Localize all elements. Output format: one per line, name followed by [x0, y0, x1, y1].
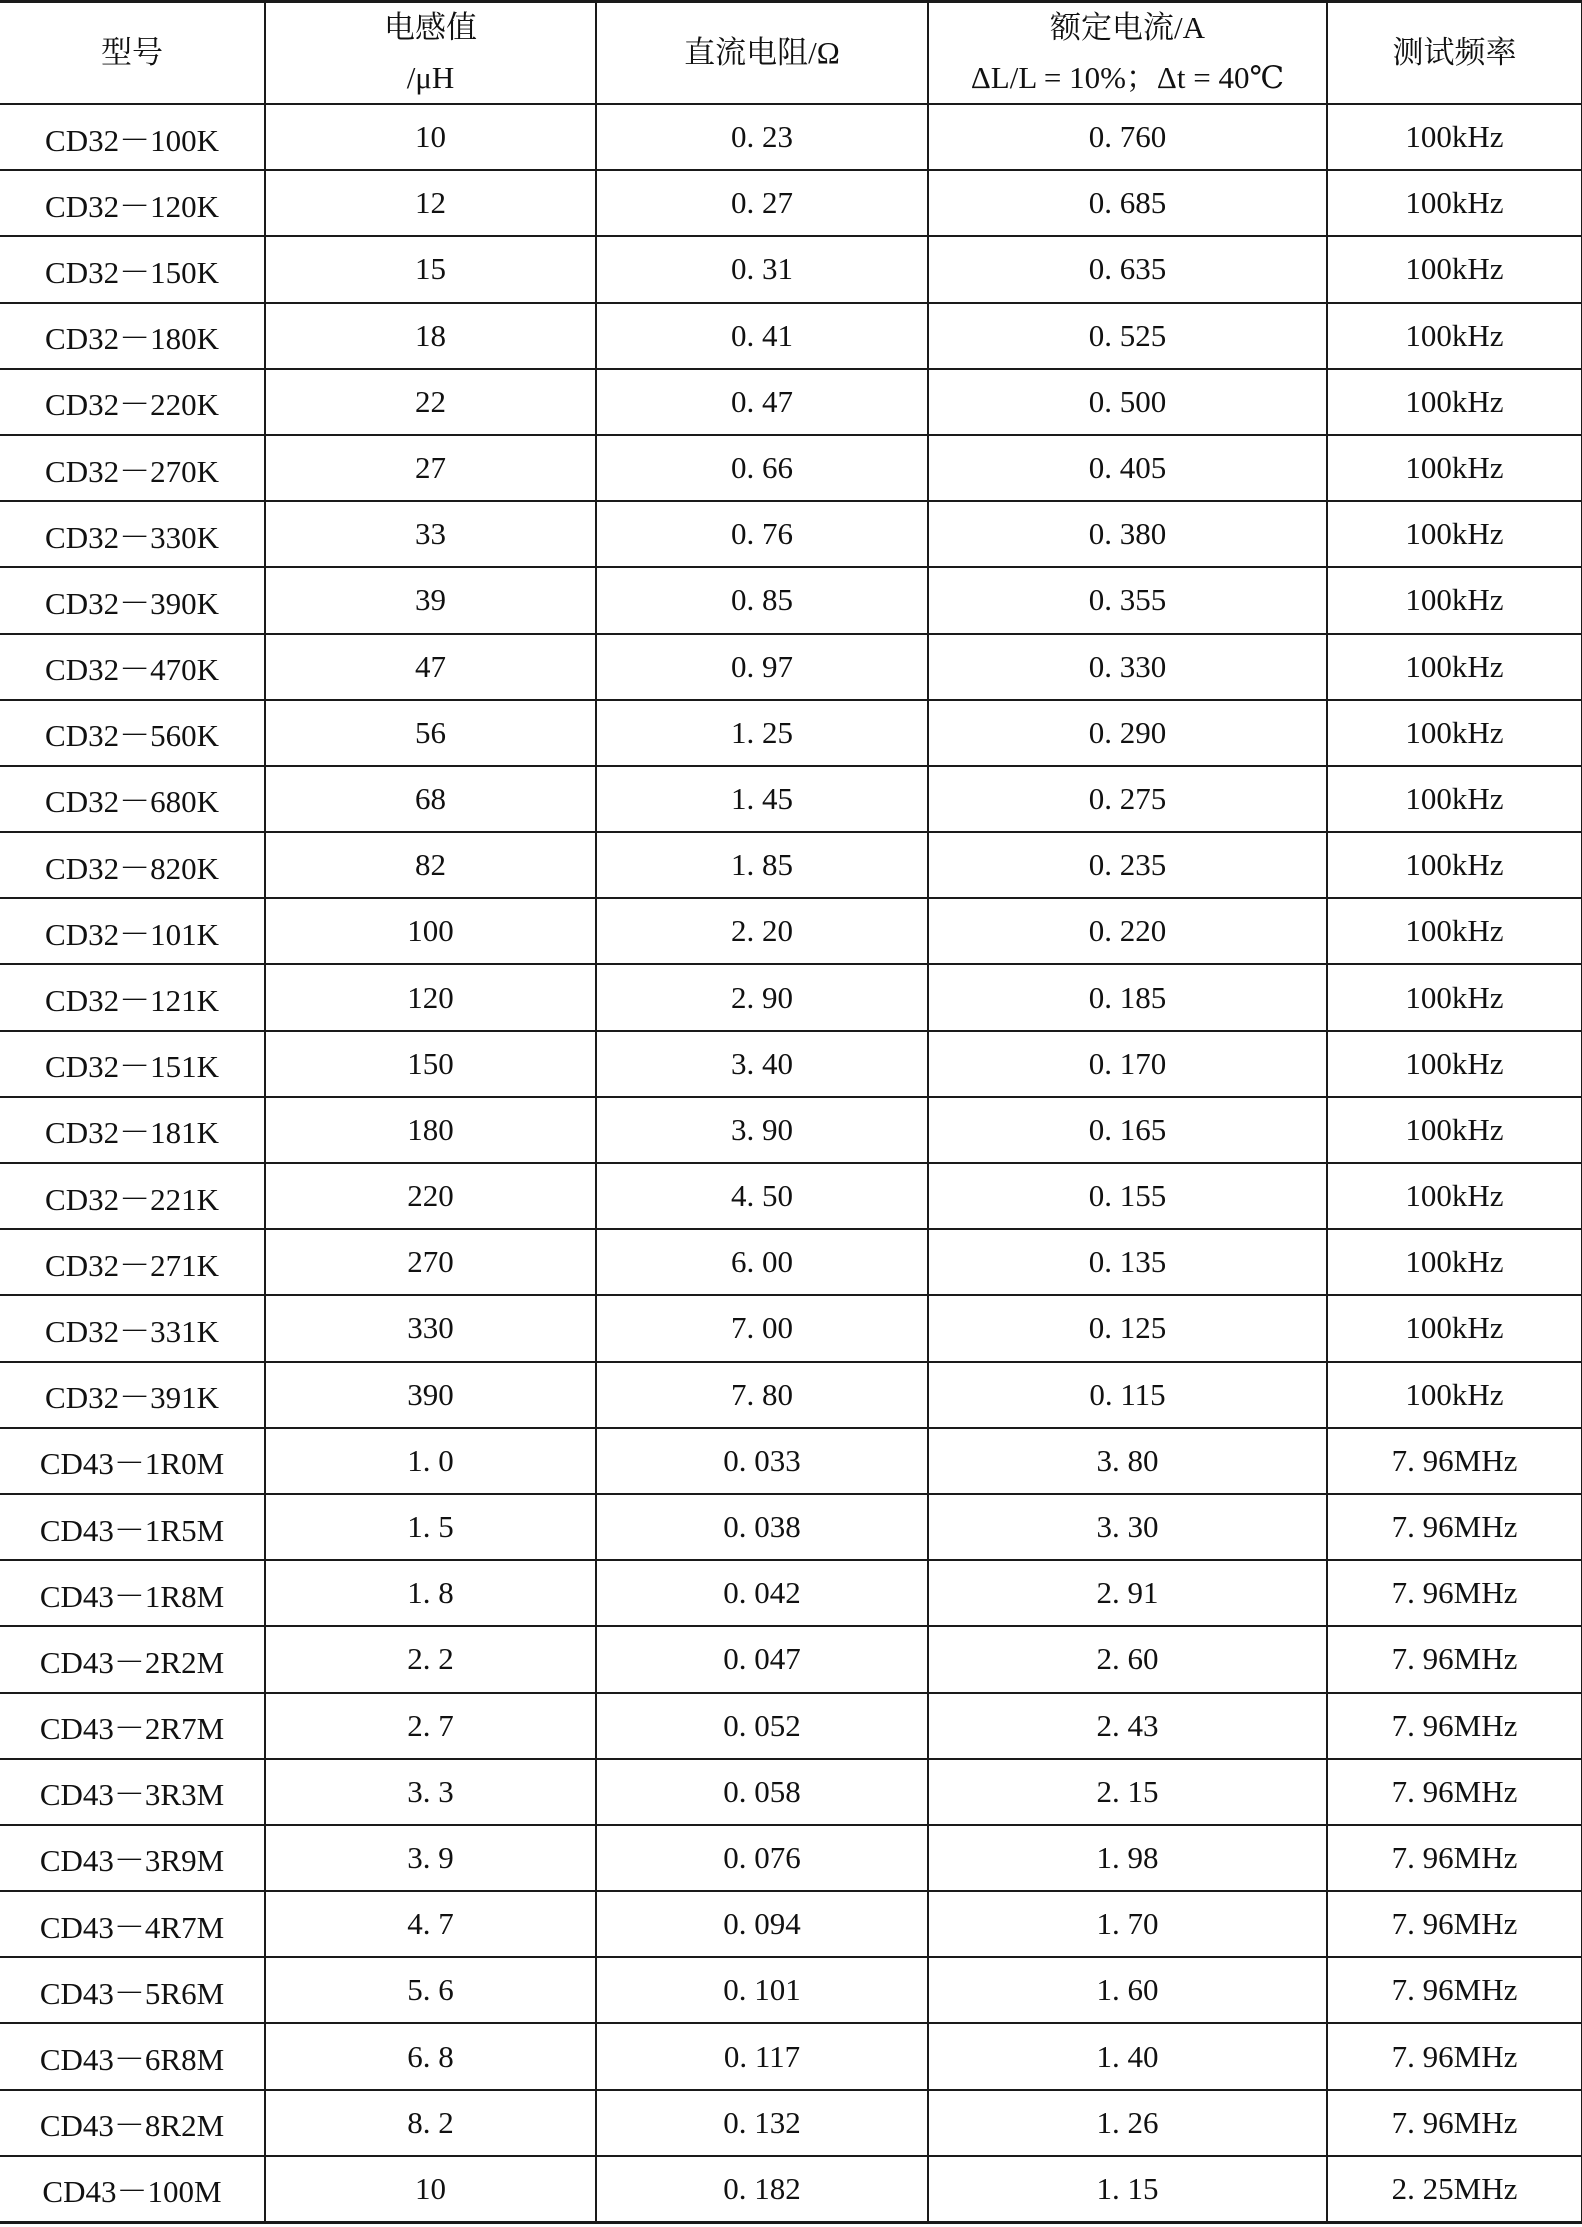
cell-inductance: 10	[265, 104, 596, 170]
cell-rated-current: 2. 91	[928, 1560, 1327, 1626]
cell-dc-resistance: 0. 101	[596, 1957, 928, 2023]
cell-rated-current: 1. 40	[928, 2023, 1327, 2089]
cell-inductance: 27	[265, 435, 596, 501]
cell-rated-current: 3. 30	[928, 1494, 1327, 1560]
cell-inductance: 1. 0	[265, 1428, 596, 1494]
cell-model: CD32－150K	[0, 236, 265, 302]
cell-inductance: 12	[265, 170, 596, 236]
cell-model: CD32－330K	[0, 501, 265, 567]
cell-dc-resistance: 0. 033	[596, 1428, 928, 1494]
header-rated-current	[928, 2, 1327, 105]
table-row	[0, 1229, 1582, 1295]
cell-dc-resistance: 0. 042	[596, 1560, 928, 1626]
table-row	[0, 501, 1582, 567]
cell-test-frequency: 100kHz	[1327, 634, 1582, 700]
cell-dc-resistance: 0. 85	[596, 567, 928, 633]
table-row	[0, 1428, 1582, 1494]
cell-dc-resistance: 0. 66	[596, 435, 928, 501]
cell-inductance: 10	[265, 2156, 596, 2222]
cell-dc-resistance: 0. 182	[596, 2156, 928, 2222]
cell-model: CD32－271K	[0, 1229, 265, 1295]
cell-inductance: 8. 2	[265, 2090, 596, 2156]
cell-test-frequency: 100kHz	[1327, 1362, 1582, 1428]
cell-dc-resistance: 3. 90	[596, 1097, 928, 1163]
cell-test-frequency: 7. 96MHz	[1327, 1825, 1582, 1891]
cell-inductance: 120	[265, 964, 596, 1030]
cell-rated-current: 0. 170	[928, 1031, 1327, 1097]
header-rated-current-line1: 额定电流/A	[1050, 10, 1205, 45]
cell-model: CD32－180K	[0, 303, 265, 369]
cell-model: CD43－3R3M	[0, 1759, 265, 1825]
cell-rated-current: 1. 60	[928, 1957, 1327, 2023]
cell-dc-resistance: 0. 31	[596, 236, 928, 302]
table-row	[0, 2023, 1582, 2089]
cell-model: CD32－680K	[0, 766, 265, 832]
table-row	[0, 170, 1582, 236]
cell-dc-resistance: 0. 047	[596, 1626, 928, 1692]
table-row	[0, 1891, 1582, 1957]
cell-test-frequency: 7. 96MHz	[1327, 1693, 1582, 1759]
header-dc-resistance	[596, 2, 928, 105]
header-model	[0, 2, 265, 105]
table-row	[0, 369, 1582, 435]
table-row	[0, 303, 1582, 369]
cell-dc-resistance: 2. 90	[596, 964, 928, 1030]
table-row	[0, 2090, 1582, 2156]
cell-rated-current: 2. 43	[928, 1693, 1327, 1759]
cell-test-frequency: 100kHz	[1327, 1229, 1582, 1295]
cell-rated-current: 0. 125	[928, 1295, 1327, 1361]
cell-test-frequency: 100kHz	[1327, 1031, 1582, 1097]
cell-rated-current: 0. 155	[928, 1163, 1327, 1229]
cell-inductance: 47	[265, 634, 596, 700]
table-row	[0, 1031, 1582, 1097]
cell-rated-current: 1. 15	[928, 2156, 1327, 2222]
cell-inductance: 220	[265, 1163, 596, 1229]
cell-model: CD32－221K	[0, 1163, 265, 1229]
cell-test-frequency: 7. 96MHz	[1327, 1494, 1582, 1560]
table-row	[0, 1097, 1582, 1163]
cell-test-frequency: 100kHz	[1327, 369, 1582, 435]
cell-test-frequency: 100kHz	[1327, 1163, 1582, 1229]
cell-model: CD32－391K	[0, 1362, 265, 1428]
table-row	[0, 104, 1582, 170]
table-row	[0, 1494, 1582, 1560]
cell-test-frequency: 100kHz	[1327, 964, 1582, 1030]
cell-rated-current: 0. 380	[928, 501, 1327, 567]
cell-rated-current: 1. 70	[928, 1891, 1327, 1957]
cell-model: CD43－5R6M	[0, 1957, 265, 2023]
cell-model: CD43－2R7M	[0, 1693, 265, 1759]
header-inductance	[265, 2, 596, 105]
cell-dc-resistance: 6. 00	[596, 1229, 928, 1295]
cell-inductance: 68	[265, 766, 596, 832]
cell-inductance: 22	[265, 369, 596, 435]
table-row	[0, 435, 1582, 501]
cell-model: CD32－101K	[0, 898, 265, 964]
cell-dc-resistance: 0. 076	[596, 1825, 928, 1891]
cell-inductance: 4. 7	[265, 1891, 596, 1957]
cell-rated-current: 0. 405	[928, 435, 1327, 501]
cell-dc-resistance: 0. 094	[596, 1891, 928, 1957]
cell-test-frequency: 7. 96MHz	[1327, 1759, 1582, 1825]
cell-test-frequency: 100kHz	[1327, 1295, 1582, 1361]
cell-rated-current: 0. 685	[928, 170, 1327, 236]
cell-model: CD32－390K	[0, 567, 265, 633]
header-test-frequency-label: 测试频率	[1392, 35, 1517, 70]
cell-inductance: 1. 8	[265, 1560, 596, 1626]
cell-inductance: 33	[265, 501, 596, 567]
cell-dc-resistance: 1. 45	[596, 766, 928, 832]
cell-model: CD32－100K	[0, 104, 265, 170]
cell-dc-resistance: 0. 058	[596, 1759, 928, 1825]
cell-model: CD43－2R2M	[0, 1626, 265, 1692]
cell-model: CD43－1R0M	[0, 1428, 265, 1494]
cell-dc-resistance: 0. 41	[596, 303, 928, 369]
cell-rated-current: 0. 500	[928, 369, 1327, 435]
cell-rated-current: 0. 525	[928, 303, 1327, 369]
cell-test-frequency: 7. 96MHz	[1327, 1428, 1582, 1494]
cell-inductance: 3. 9	[265, 1825, 596, 1891]
cell-rated-current: 0. 355	[928, 567, 1327, 633]
cell-inductance: 82	[265, 832, 596, 898]
cell-inductance: 270	[265, 1229, 596, 1295]
cell-dc-resistance: 0. 038	[596, 1494, 928, 1560]
cell-model: CD43－6R8M	[0, 2023, 265, 2089]
table-row	[0, 1560, 1582, 1626]
cell-dc-resistance: 2. 20	[596, 898, 928, 964]
cell-rated-current: 0. 135	[928, 1229, 1327, 1295]
cell-model: CD43－1R5M	[0, 1494, 265, 1560]
cell-inductance: 100	[265, 898, 596, 964]
table-row	[0, 1295, 1582, 1361]
cell-dc-resistance: 0. 132	[596, 2090, 928, 2156]
cell-model: CD32－181K	[0, 1097, 265, 1163]
cell-rated-current: 0. 330	[928, 634, 1327, 700]
cell-rated-current: 0. 760	[928, 104, 1327, 170]
cell-dc-resistance: 0. 47	[596, 369, 928, 435]
table-row	[0, 236, 1582, 302]
cell-inductance: 180	[265, 1097, 596, 1163]
table-row	[0, 700, 1582, 766]
cell-test-frequency: 7. 96MHz	[1327, 2090, 1582, 2156]
cell-test-frequency: 7. 96MHz	[1327, 1560, 1582, 1626]
cell-test-frequency: 100kHz	[1327, 303, 1582, 369]
cell-test-frequency: 100kHz	[1327, 170, 1582, 236]
cell-test-frequency: 100kHz	[1327, 501, 1582, 567]
cell-rated-current: 0. 290	[928, 700, 1327, 766]
cell-inductance: 56	[265, 700, 596, 766]
cell-dc-resistance: 0. 052	[596, 1693, 928, 1759]
cell-test-frequency: 100kHz	[1327, 700, 1582, 766]
cell-test-frequency: 100kHz	[1327, 766, 1582, 832]
cell-test-frequency: 100kHz	[1327, 832, 1582, 898]
cell-rated-current: 3. 80	[928, 1428, 1327, 1494]
cell-model: CD43－1R8M	[0, 1560, 265, 1626]
table-row	[0, 1759, 1582, 1825]
cell-rated-current: 2. 15	[928, 1759, 1327, 1825]
cell-model: CD32－820K	[0, 832, 265, 898]
table-row	[0, 634, 1582, 700]
cell-dc-resistance: 0. 76	[596, 501, 928, 567]
header-model-label: 型号	[101, 35, 163, 70]
cell-model: CD43－8R2M	[0, 2090, 265, 2156]
cell-rated-current: 0. 115	[928, 1362, 1327, 1428]
cell-model: CD32－220K	[0, 369, 265, 435]
cell-rated-current: 0. 275	[928, 766, 1327, 832]
table-header	[0, 2, 1582, 105]
cell-rated-current: 0. 165	[928, 1097, 1327, 1163]
table-row	[0, 567, 1582, 633]
cell-model: CD32－470K	[0, 634, 265, 700]
cell-rated-current: 0. 235	[928, 832, 1327, 898]
cell-inductance: 330	[265, 1295, 596, 1361]
cell-inductance: 1. 5	[265, 1494, 596, 1560]
cell-inductance: 2. 7	[265, 1693, 596, 1759]
cell-rated-current: 0. 185	[928, 964, 1327, 1030]
cell-rated-current: 1. 98	[928, 1825, 1327, 1891]
table-row	[0, 1693, 1582, 1759]
header-inductance-line2: /μH	[406, 60, 455, 95]
table-body	[0, 104, 1582, 2222]
table-row	[0, 832, 1582, 898]
cell-test-frequency: 7. 96MHz	[1327, 1626, 1582, 1692]
cell-dc-resistance: 1. 25	[596, 700, 928, 766]
cell-test-frequency: 100kHz	[1327, 435, 1582, 501]
cell-test-frequency: 2. 25MHz	[1327, 2156, 1582, 2222]
cell-model: CD32－121K	[0, 964, 265, 1030]
cell-model: CD43－3R9M	[0, 1825, 265, 1891]
cell-rated-current: 0. 220	[928, 898, 1327, 964]
cell-test-frequency: 7. 96MHz	[1327, 1957, 1582, 2023]
cell-inductance: 3. 3	[265, 1759, 596, 1825]
cell-test-frequency: 100kHz	[1327, 104, 1582, 170]
cell-test-frequency: 100kHz	[1327, 567, 1582, 633]
cell-model: CD43－100M	[0, 2156, 265, 2222]
cell-inductance: 15	[265, 236, 596, 302]
cell-dc-resistance: 0. 23	[596, 104, 928, 170]
cell-test-frequency: 7. 96MHz	[1327, 2023, 1582, 2089]
table-row	[0, 1626, 1582, 1692]
cell-dc-resistance: 7. 00	[596, 1295, 928, 1361]
cell-rated-current: 2. 60	[928, 1626, 1327, 1692]
header-inductance-line1: 电感值	[384, 10, 477, 45]
cell-rated-current: 1. 26	[928, 2090, 1327, 2156]
cell-dc-resistance: 0. 97	[596, 634, 928, 700]
cell-inductance: 18	[265, 303, 596, 369]
cell-model: CD32－151K	[0, 1031, 265, 1097]
cell-test-frequency: 100kHz	[1327, 898, 1582, 964]
cell-dc-resistance: 0. 27	[596, 170, 928, 236]
cell-model: CD32－270K	[0, 435, 265, 501]
table-row	[0, 1163, 1582, 1229]
cell-inductance: 39	[265, 567, 596, 633]
cell-inductance: 6. 8	[265, 2023, 596, 2089]
cell-dc-resistance: 3. 40	[596, 1031, 928, 1097]
cell-model: CD32－120K	[0, 170, 265, 236]
header-dc-resistance-label: 直流电阻/Ω	[684, 35, 840, 70]
cell-inductance: 5. 6	[265, 1957, 596, 2023]
table-row	[0, 898, 1582, 964]
table-row	[0, 1362, 1582, 1428]
cell-inductance: 150	[265, 1031, 596, 1097]
header-row	[0, 2, 1582, 105]
header-rated-current-line2: ΔL/L = 10%；Δt = 40℃	[970, 60, 1285, 95]
table-row	[0, 964, 1582, 1030]
table-row	[0, 1957, 1582, 2023]
cell-model: CD32－331K	[0, 1295, 265, 1361]
cell-dc-resistance: 4. 50	[596, 1163, 928, 1229]
header-test-frequency	[1327, 2, 1582, 105]
cell-inductance: 2. 2	[265, 1626, 596, 1692]
table-row	[0, 766, 1582, 832]
cell-test-frequency: 100kHz	[1327, 1097, 1582, 1163]
cell-inductance: 390	[265, 1362, 596, 1428]
cell-test-frequency: 100kHz	[1327, 236, 1582, 302]
cell-dc-resistance: 0. 117	[596, 2023, 928, 2089]
table-row	[0, 2156, 1582, 2222]
cell-test-frequency: 7. 96MHz	[1327, 1891, 1582, 1957]
table-row	[0, 1825, 1582, 1891]
cell-dc-resistance: 1. 85	[596, 832, 928, 898]
cell-dc-resistance: 7. 80	[596, 1362, 928, 1428]
cell-model: CD32－560K	[0, 700, 265, 766]
cell-model: CD43－4R7M	[0, 1891, 265, 1957]
cell-rated-current: 0. 635	[928, 236, 1327, 302]
